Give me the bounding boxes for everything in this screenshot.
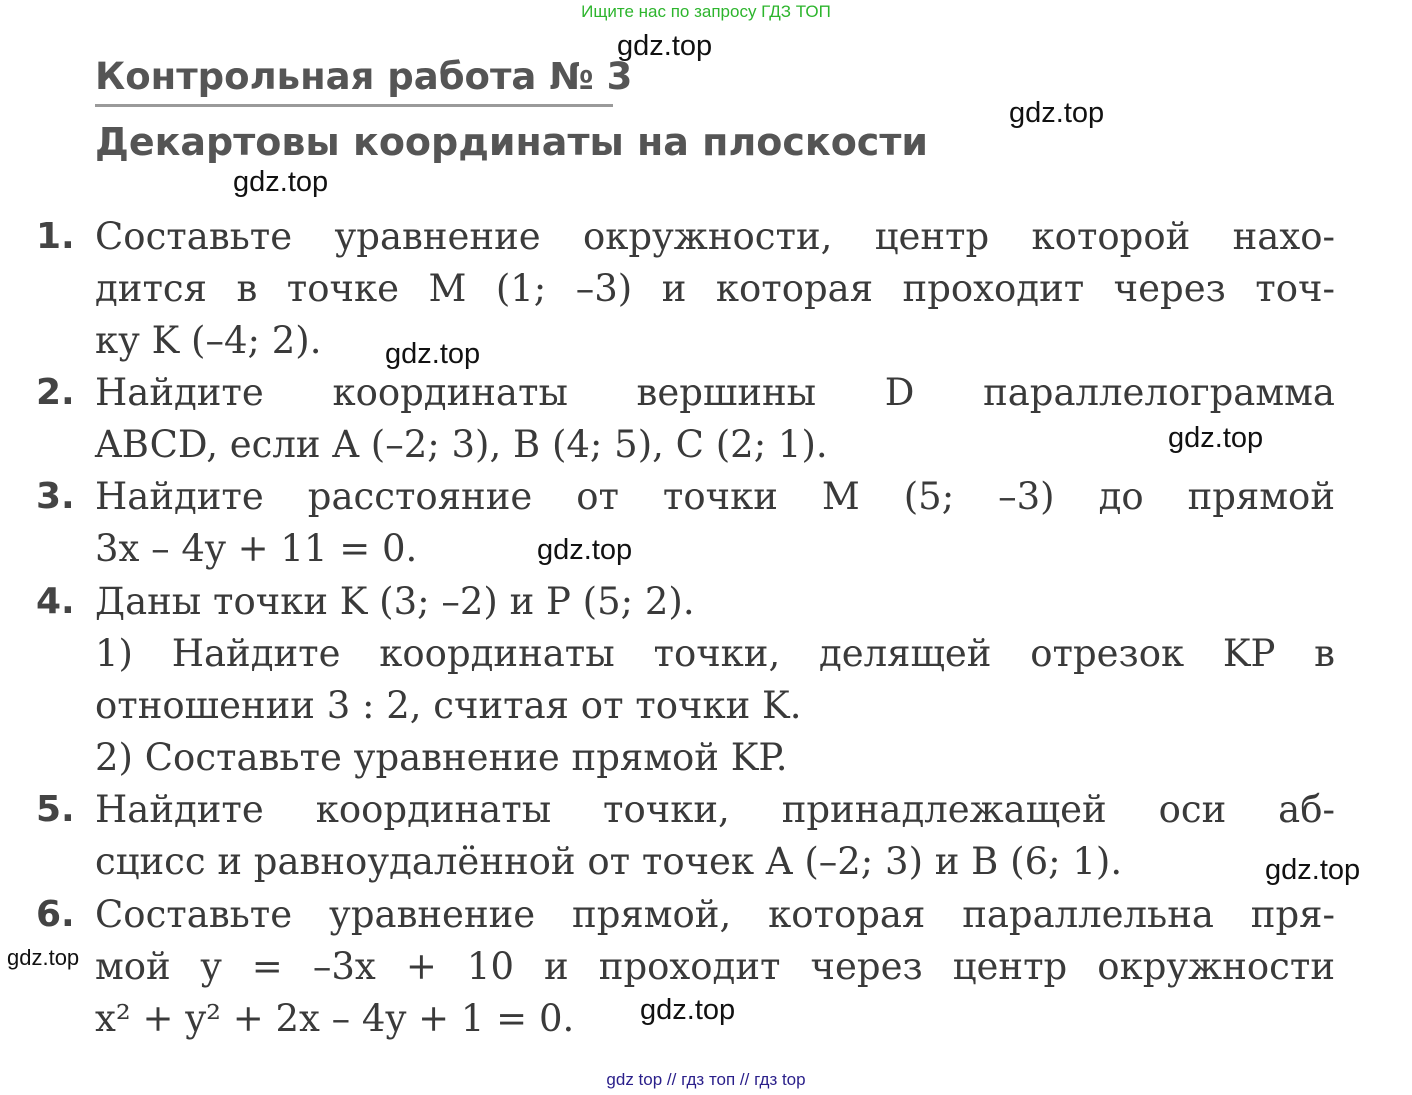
problem-number-1: 1. [36,216,75,257]
problem-5-line-2: сцисс и равноудалённой от точек A (–2; 3) и B (6; 1). [95,840,1123,883]
problem-number-4: 4. [36,581,75,622]
title-underline [95,104,613,107]
problem-4-line-1: Даны точки K (3; –2) и P (5; 2). [95,580,695,623]
footer-links[interactable]: gdz top // гдз топ // гдз top [606,1070,806,1089]
watermark: gdz.top [7,945,80,970]
watermark: gdz.top [537,534,633,566]
problem-1-line-1: Составьте уравнение окружности, центр которой нахо- [95,215,1335,258]
watermark: gdz.top [640,994,736,1026]
problem-4-line-4: 2) Составьте уравнение прямой KP. [95,736,788,779]
problem-3-line-2: 3x – 4y + 11 = 0. [95,527,418,570]
page-title: Контрольная работа № 3 [95,55,633,98]
problem-1-line-3: ку K (–4; 2). [95,319,322,362]
problem-3-line-1: Найдите расстояние от точки M (5; –3) до прямой [95,475,1335,518]
watermark: gdz.top [385,338,481,370]
problem-5-line-1: Найдите координаты точки, принадлежащей оси аб- [95,788,1335,831]
problem-2-line-2: ABCD, если A (–2; 3), B (4; 5), C (2; 1). [95,423,828,466]
problem-4-line-2: 1) Найдите координаты точки, делящей отрезок KP в [95,632,1335,675]
page-subtitle: Декартовы координаты на плоскости [95,120,928,164]
top-banner: Ищите нас по запросу ГДЗ ТОП [581,2,831,21]
watermark: gdz.top [1168,422,1264,454]
problem-2-line-1: Найдите координаты вершины D параллелограмма [95,371,1335,414]
watermark: gdz.top [1009,97,1105,129]
problem-number-5: 5. [36,789,75,830]
problem-number-3: 3. [36,476,75,517]
problem-4-line-3: отношении 3 : 2, считая от точки K. [95,684,802,727]
problem-6-line-1: Составьте уравнение прямой, которая параллельна пря- [95,893,1335,936]
problem-6-line-3: x² + y² + 2x – 4y + 1 = 0. [95,997,575,1040]
watermark: gdz.top [1265,854,1361,886]
watermark: gdz.top [617,30,713,62]
problem-6-line-2: мой y = –3x + 10 и проходит через центр окружности [95,945,1335,988]
watermark: gdz.top [233,166,329,198]
problem-number-2: 2. [36,372,75,413]
problem-number-6: 6. [36,894,75,935]
problem-1-line-2: дится в точке M (1; –3) и которая проходит через точ- [95,267,1335,310]
